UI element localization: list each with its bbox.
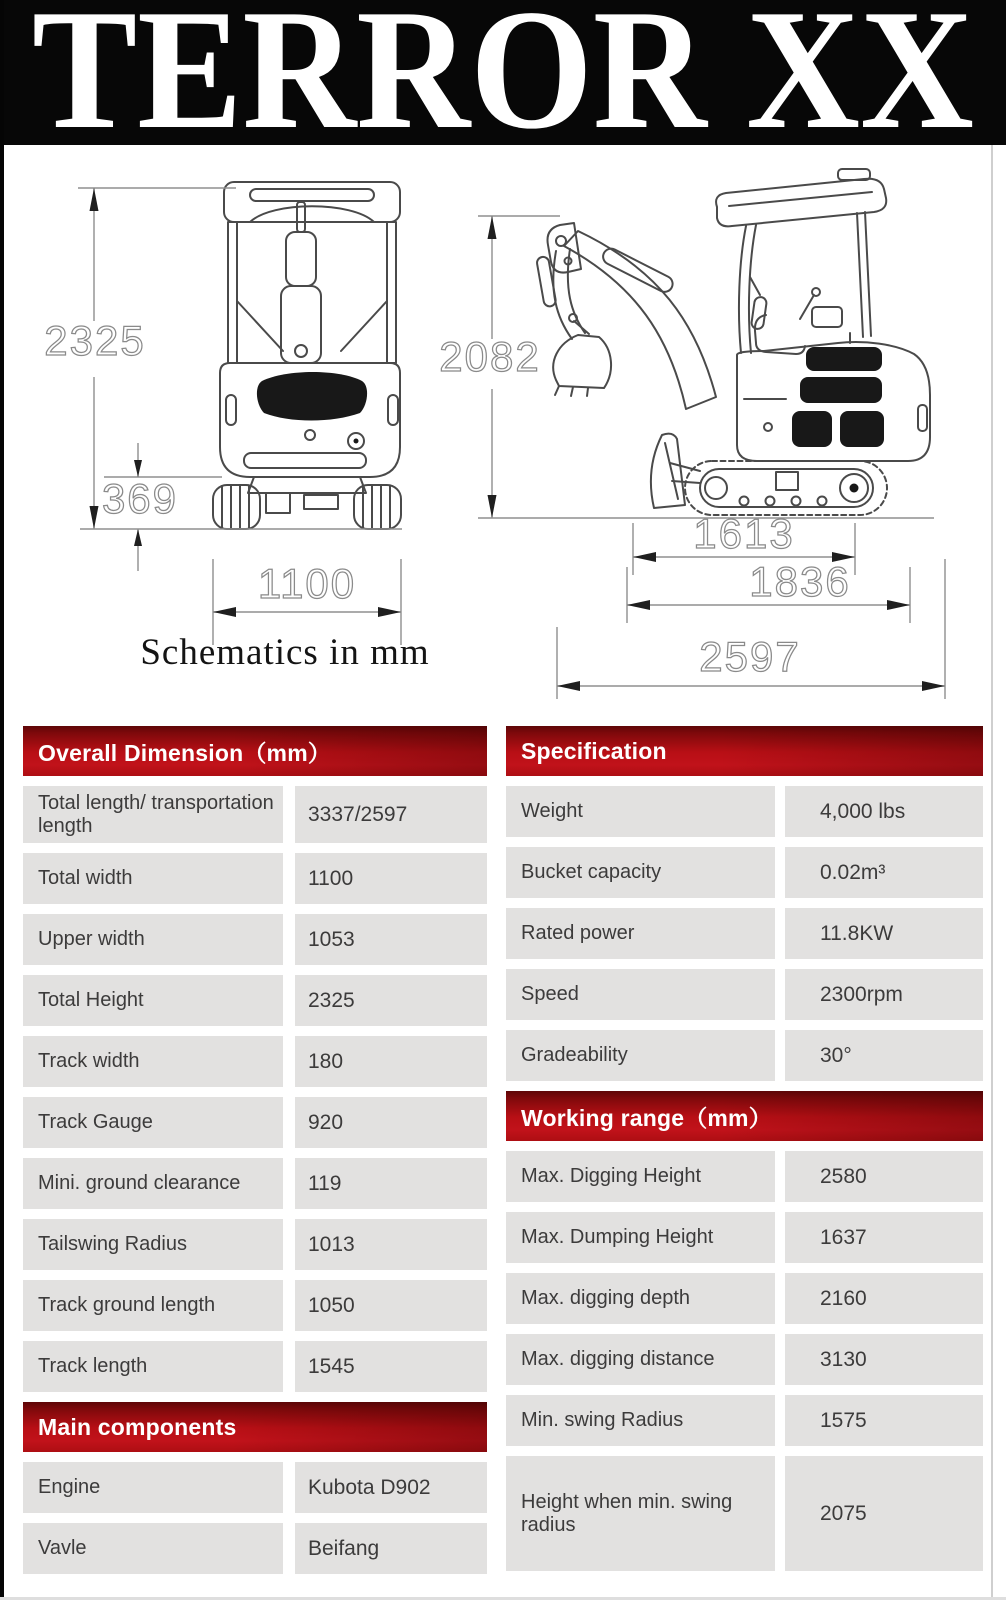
section-main-components-header [23,1402,487,1452]
row-label: Max. Dumping Height [506,1212,775,1263]
row-value: 2075 [785,1456,983,1571]
dim-side-mid-length: 1836 [749,558,851,605]
row-value: Kubota D902 [295,1462,487,1513]
row-label: Track width [23,1036,283,1087]
row-value: 119 [295,1158,487,1209]
table-row [23,1523,487,1574]
table-row [23,853,487,904]
row-label: Max. digging distance [506,1334,775,1385]
dim-front-width: 1100 [257,560,357,607]
row-label: Total width [23,853,283,904]
row-value: 30° [785,1030,983,1081]
section-title: Main components [38,1413,237,1440]
row-label: Vavle [23,1523,283,1574]
schematic-drawings [0,145,1006,705]
table-row [506,1030,983,1081]
table-row [23,1341,487,1392]
row-label: Height when min. swing radius [506,1456,775,1571]
spec-tables [0,726,1006,1584]
row-label: Track ground length [23,1280,283,1331]
row-label: Engine [23,1462,283,1513]
dim-front-total-height: 2325 [44,317,146,364]
table-row [23,1158,487,1209]
row-value: 1053 [295,914,487,965]
table-row [23,1097,487,1148]
section-working-range-header [506,1091,983,1141]
row-label: Rated power [506,908,775,959]
dim-front-clearance: 369 [101,475,179,522]
row-label: Max. digging depth [506,1273,775,1324]
row-label: Mini. ground clearance [23,1158,283,1209]
row-value: 2580 [785,1151,983,1202]
table-row [506,908,983,959]
row-value: 180 [295,1036,487,1087]
row-label: Upper width [23,914,283,965]
row-value: 920 [295,1097,487,1148]
row-value: 3130 [785,1334,983,1385]
row-label: Gradeability [506,1030,775,1081]
schematic-caption: Schematics in mm [140,632,430,673]
row-label: Max. Digging Height [506,1151,775,1202]
section-title: Overall Dimension（mm） [38,739,332,766]
page-left-border [0,0,4,1600]
brand-banner [0,0,1006,145]
row-value: 2325 [295,975,487,1026]
table-row [23,1036,487,1087]
section-specification-header [506,726,983,776]
table-row [506,1395,983,1446]
table-row [506,786,983,837]
row-value: 0.02m³ [785,847,983,898]
table-row [506,847,983,898]
brand-banner-svg [0,0,1006,145]
brand-title: TERROR XX [32,0,974,145]
table-row [506,1151,983,1202]
row-label: Track length [23,1341,283,1392]
section-overall-dimension-header [23,726,487,776]
row-label: Min. swing Radius [506,1395,775,1446]
left-table-column [23,726,487,1584]
row-label: Track Gauge [23,1097,283,1148]
row-value: 1100 [295,853,487,904]
table-row [506,969,983,1020]
row-value: 1637 [785,1212,983,1263]
row-value: 1013 [295,1219,487,1270]
row-label: Bucket capacity [506,847,775,898]
row-value: 3337/2597 [295,786,487,843]
table-row [506,1334,983,1385]
section-title: Working range（mm） [521,1104,772,1131]
dim-side-overall-length: 2597 [699,633,801,680]
table-row [506,1273,983,1324]
front-view-dimensions [44,188,402,645]
table-row [23,1462,487,1513]
row-value: 1545 [295,1341,487,1392]
table-row [23,1219,487,1270]
right-table-column [506,726,983,1584]
row-label: Weight [506,786,775,837]
row-label: Tailswing Radius [23,1219,283,1270]
row-value: 2160 [785,1273,983,1324]
row-label: Speed [506,969,775,1020]
row-value: 2300rpm [785,969,983,1020]
page-right-border [991,145,993,1600]
front-view-drawing [213,182,401,529]
row-value: 4,000 lbs [785,786,983,837]
dim-side-height: 2082 [439,333,541,380]
row-value: 1575 [785,1395,983,1446]
side-view-drawing [536,169,930,515]
table-row [23,914,487,965]
table-row [506,1212,983,1263]
table-row [23,1280,487,1331]
row-value: Beifang [295,1523,487,1574]
row-label: Total Height [23,975,283,1026]
table-row [23,975,487,1026]
row-label: Total length/ transportation length [23,786,283,843]
dim-side-track-length: 1613 [693,510,795,557]
row-value: 11.8KW [785,908,983,959]
table-row [506,1456,983,1571]
row-value: 1050 [295,1280,487,1331]
table-row [23,786,487,843]
section-title: Specification [521,737,667,764]
